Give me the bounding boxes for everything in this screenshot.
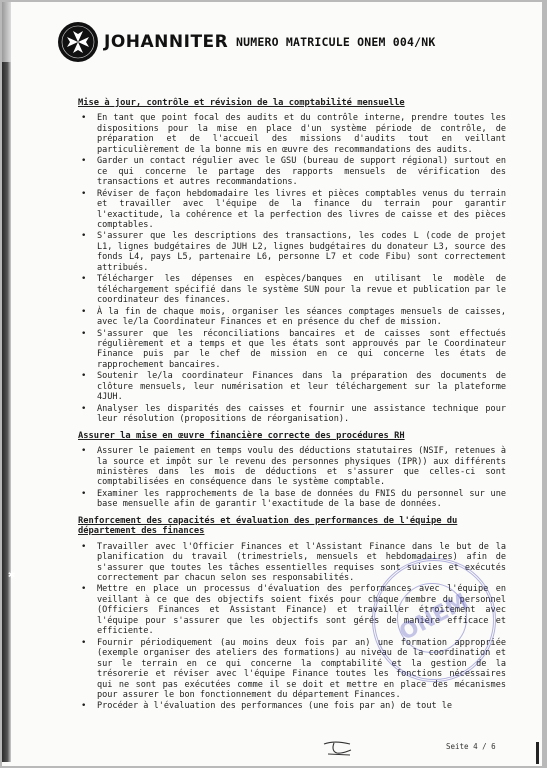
list-item (78, 404, 506, 425)
list-item-text: Examiner les rapprochements de la base de données du FNIS du personnel sur une base mensuelle afin de garantir l'exactitude de la base de données. (97, 488, 506, 510)
list-item-text: S'assurer que les réconciliations bancaires et de caisses sont effectués régulièrement et a temps et que les états sont approuvés par le Coordinateur Finance puis par le chef de mission en ce qui concerne les états de rapprochement bancaires. (97, 328, 506, 370)
bullet-icon: • (81, 306, 87, 317)
list-item (78, 489, 506, 510)
bullet-icon: • (81, 541, 87, 552)
list-item-text: Procéder à l'évaluation des performances (une fois par an) de tout le (97, 701, 453, 712)
scan-mark (536, 742, 539, 764)
bullet-icon: • (81, 584, 87, 595)
bullet-list (78, 446, 506, 510)
bullet-list (78, 113, 506, 424)
bullet-icon: • (81, 446, 87, 457)
list-item-text: S'assurer que les descriptions des transactions, les codes L (code de projet L1, lignes budgétaires de JUH L2, lignes budgétaires du donateur L3, source des fonds L4, pays L5, partenaire L6, personne L7 et code Fibu) sont correctement attribués. (97, 231, 506, 273)
section (78, 98, 506, 425)
brand-name: JOHANNITER (104, 32, 229, 52)
bullet-icon: • (81, 637, 87, 648)
list-item-text: Réviser de façon hebdomadaire les livres et pièces comptables venus du terrain et travailler avec l'équipe de la finance du terrain pour garantir l'exactitude, la cohérence et la perfection des livres de caisse et des pièces comptables. (97, 188, 506, 230)
bullet-icon: • (81, 328, 87, 339)
list-item (78, 542, 506, 584)
list-item (78, 329, 506, 371)
list-item (78, 307, 506, 328)
section-title: Renforcement des capacités et évaluation des performances de l'équipe du département des finances (78, 515, 458, 537)
list-item-text: Soutenir le/la coordinateur Finances dans la préparation des documents de clôture mensuels, leur numérisation et leur téléchargement sur la plateforme 4JUH. (97, 371, 506, 403)
list-item-text: Garder un contact régulier avec le GSU (bureau de support régional) surtout en ce qui concerne le partage des rapports mensuels de vérification des transactions et autres recommandations. (97, 156, 506, 188)
list-item (78, 701, 506, 711)
document-body (78, 98, 506, 718)
list-item-text: À la fin de chaque mois, organiser les séances comptages mensuels de caisses, avec le/la Coordinateur Finances et en présence du chef de mission. (97, 306, 506, 328)
matricule-number: NUMERO MATRICULE ONEM 004/NK (236, 35, 436, 49)
document-page (2, 2, 542, 766)
bullet-icon: • (81, 403, 87, 414)
list-item (78, 584, 506, 636)
list-item-text: En tant que point focal des audits et du contrôle interne, prendre toutes les dispositions pour la mise en place d'un système période de contrôle, de préparation et de l'accueil des missions d'audits tout en veillant particulièrement de la bonne mis en œuvre des recommandations des audits. (97, 113, 506, 155)
bullet-icon: • (81, 113, 87, 124)
list-item-text: Mettre en place un processus d'évaluation des performances avec l'équipe en veillant à ce que des objectifs soient fixés pour chaque membre du personnel (Officiers Finances et Assistant Finance) et travailler étroitement avec l'équipe pour s'assurer que les objectifs sont gérés de manière efficace et efficiente. (97, 584, 506, 637)
bullet-icon: • (81, 274, 87, 285)
bullet-icon: • (81, 188, 87, 199)
bullet-list (78, 542, 506, 712)
section-title: Mise à jour, contrôle et révision de la comptabilité mensuelle (78, 98, 405, 108)
list-item (78, 113, 506, 155)
list-item-text: Fournir périodiquement (au moins deux fois par an) une formation appropriée (exemple organiser des ateliers des formations) au niveau de la coordination et sur le terrain en ce qui concerne la comptabilité et la gestion de la trésorerie et réviser avec l'équipe Finance toutes les fonctions nécessaires qui ne sont pas exécutées comme il se doit et mettre en place des mécanismes pour assurer le bon fonctionnement du département Finances. (97, 637, 506, 701)
list-item (78, 274, 506, 305)
page-number: Seite 4 / 6 (446, 742, 496, 751)
side-star-icon: ✱ (8, 567, 16, 581)
johanniter-cross-icon (58, 22, 98, 62)
list-item (78, 231, 506, 273)
list-item-text: Analyser les disparités des caisses et fournir une assistance technique pour leur résolution (propositions de réorganisation). (97, 403, 506, 425)
section (78, 431, 506, 510)
list-item (78, 446, 506, 488)
list-item (78, 371, 506, 402)
list-item (78, 156, 506, 187)
list-item-text: Assurer le paiement en temps voulu des déductions statutaires (NSIF, retenues à la source et impôt sur le revenu des personnes physiques (IPR)) aux différents ministères dans les mois de déductions et s'assurer que celles-ci sont comptabilisées en conséquence dans le système comptable. (97, 446, 506, 488)
signature (320, 738, 360, 762)
bullet-icon: • (81, 156, 87, 167)
list-item-text: Télécharger les dépenses en espèces/banques en utilisant le modèle de téléchargement spécifié dans le système SUN pour la revue et publication par le coordinateur des finances. (97, 274, 506, 306)
johanniter-logo (58, 22, 98, 62)
list-item-text: Travailler avec l'Officier Finances et l'Assistant Finance dans le but de la planification du travail (trimestriels, mensuels et hebdomadaires) afin de s'assurer que toutes les tâches essentielles requises sont suivies et exécutés correctement par chacun selon ses responsabilités. (97, 541, 506, 584)
bullet-icon: • (81, 488, 87, 499)
bullet-icon: • (81, 231, 87, 242)
section-title: Assurer la mise en œuvre financière correcte des procédures RH (78, 430, 405, 441)
bullet-icon: • (81, 701, 87, 712)
official-stamp: ONEM (372, 558, 496, 682)
scan-border-top (2, 2, 11, 62)
page-header (58, 20, 528, 64)
scan-border (2, 62, 11, 762)
section (78, 516, 506, 712)
list-item (78, 638, 506, 701)
list-item (78, 189, 506, 231)
bullet-icon: • (81, 371, 87, 382)
